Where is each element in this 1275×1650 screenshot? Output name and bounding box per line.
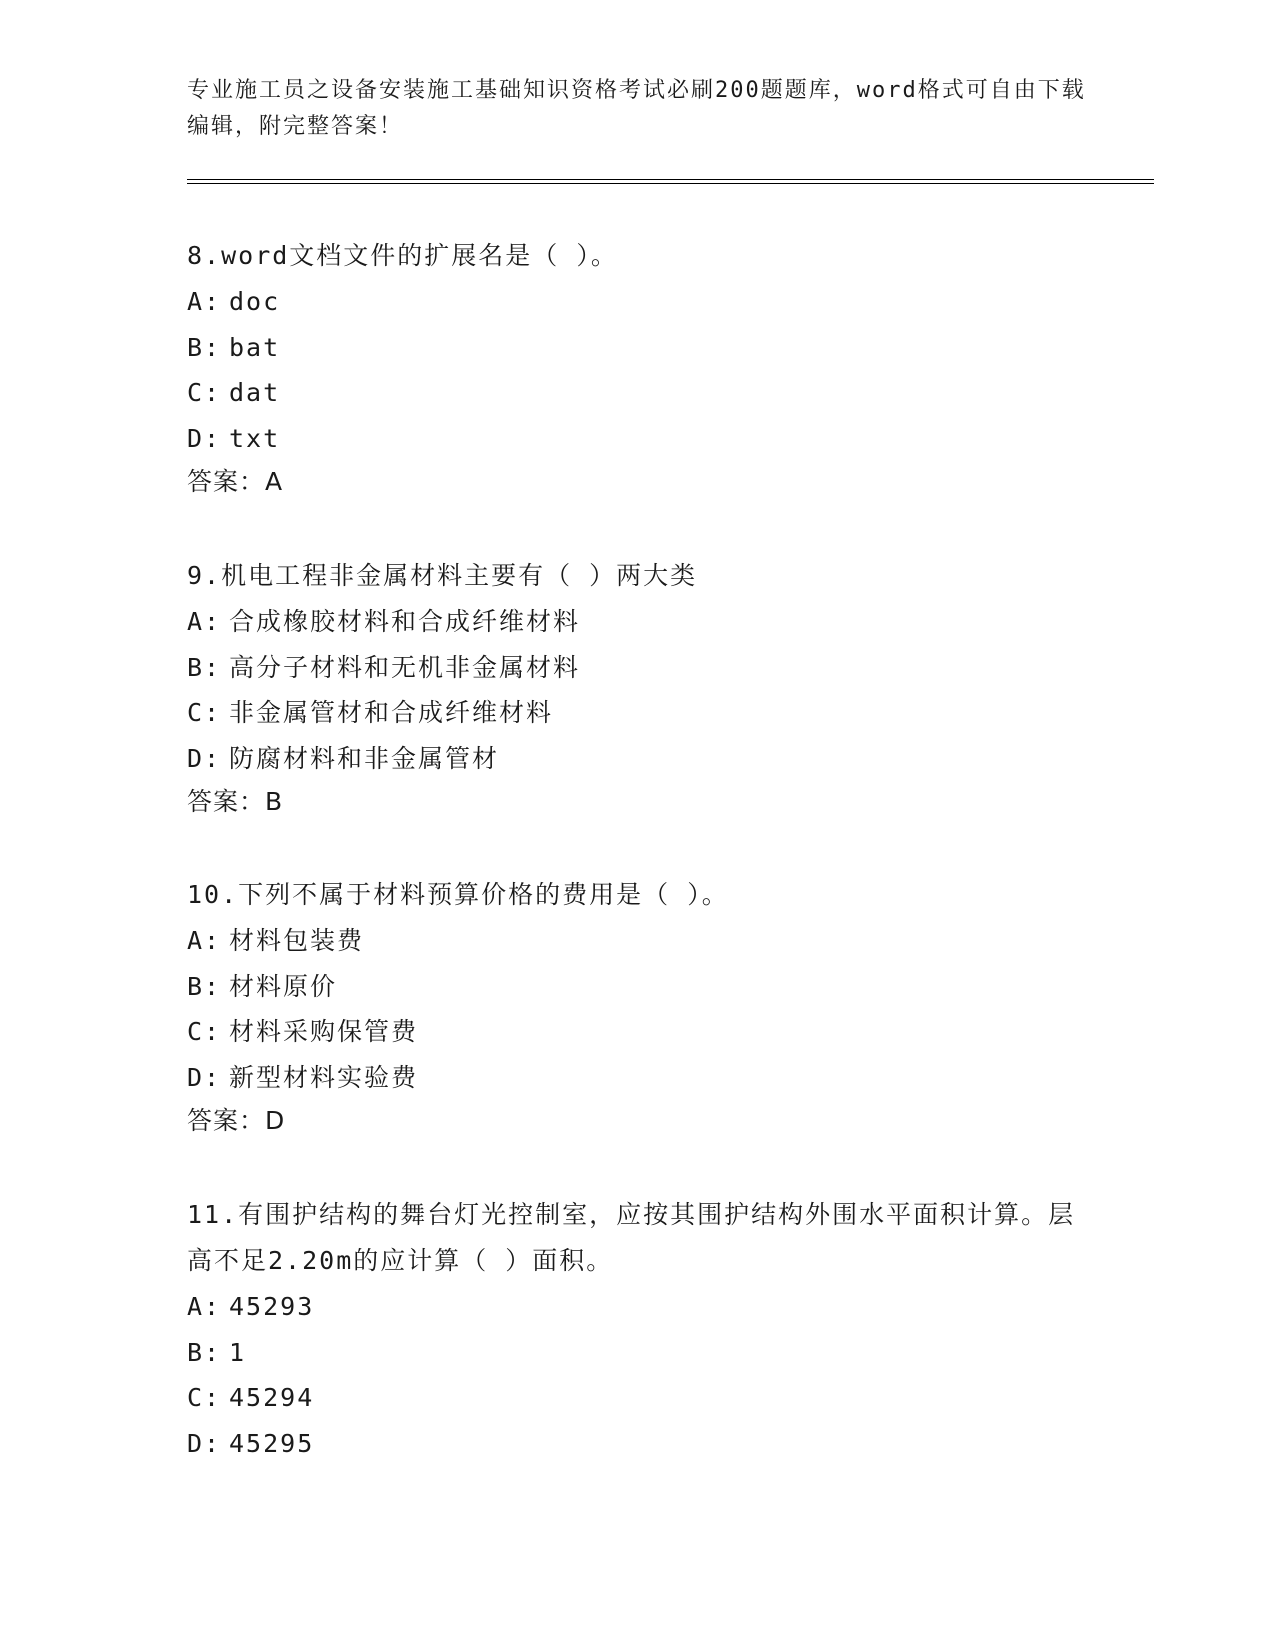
option-d [187,1421,1087,1467]
option-key: D: [187,1062,222,1092]
option-b [187,645,1087,691]
option-key: B: [187,971,222,1001]
option-key: C: [187,378,222,407]
option-key: D: [187,423,222,453]
option-b [187,1330,1087,1376]
option-text: 高分子材料和无机非金属材料 [229,652,581,682]
question-title: 9.机电工程非金属材料主要有（ ）两大类 [187,561,698,590]
option-b [187,964,1087,1010]
answer-line: 答案：D [187,1106,286,1135]
option-key: C: [187,1017,222,1046]
option-text: 材料采购保管费 [229,1017,419,1046]
header-divider-top [187,179,1154,180]
option-key: C: [187,1383,222,1412]
option-text: txt [229,423,281,453]
option-text: 1 [229,1337,247,1367]
option-key: A: [187,1292,222,1321]
option-c [187,1375,1087,1421]
question-10 [187,872,1087,1142]
option-key: D: [187,743,222,773]
option-text: 45293 [229,1292,315,1321]
option-text: bat [229,332,281,362]
option-text: 非金属管材和合成纤维材料 [229,698,554,727]
option-text: dat [229,378,281,407]
option-a [187,279,1087,325]
question-title: 8.word文档文件的扩展名是（ ）。 [187,241,618,270]
option-key: C: [187,698,222,727]
option-text: 防腐材料和非金属管材 [229,743,500,773]
option-c [187,690,1087,736]
option-text: 合成橡胶材料和合成纤维材料 [229,607,581,636]
option-text: 新型材料实验费 [229,1062,419,1092]
header-divider-bottom [187,183,1154,184]
question-9 [187,553,1087,823]
option-c [187,370,1087,416]
option-c [187,1009,1087,1055]
option-a [187,918,1087,964]
option-text: doc [229,287,281,316]
option-a [187,1284,1087,1330]
document-header: 专业施工员之设备安装施工基础知识资格考试必刷200题题库，word格式可自由下载编辑，附完整答案！ [187,78,1086,139]
option-text: 材料包装费 [229,926,365,955]
answer-line: 答案：B [187,787,284,816]
option-b [187,325,1087,371]
question-11 [187,1192,1087,1466]
option-d [187,416,1087,462]
option-key: B: [187,332,222,362]
option-key: A: [187,926,222,955]
option-text: 材料原价 [229,971,338,1001]
option-text: 45294 [229,1383,315,1412]
option-d [187,736,1087,782]
question-title: 10.下列不属于材料预算价格的费用是（ ）。 [187,880,729,909]
option-key: B: [187,1337,222,1367]
option-d [187,1055,1087,1101]
question-title: 11.有围护结构的舞台灯光控制室，应按其围护结构外围水平面积计算。层高不足2.20m的应计算（ ）面积。 [187,1200,1076,1275]
option-key: B: [187,652,222,682]
option-key: A: [187,287,222,316]
option-text: 45295 [229,1428,315,1458]
answer-line: 答案：A [187,467,284,496]
option-key: D: [187,1428,222,1458]
question-8 [187,233,1087,503]
option-key: A: [187,607,222,636]
option-a [187,599,1087,645]
